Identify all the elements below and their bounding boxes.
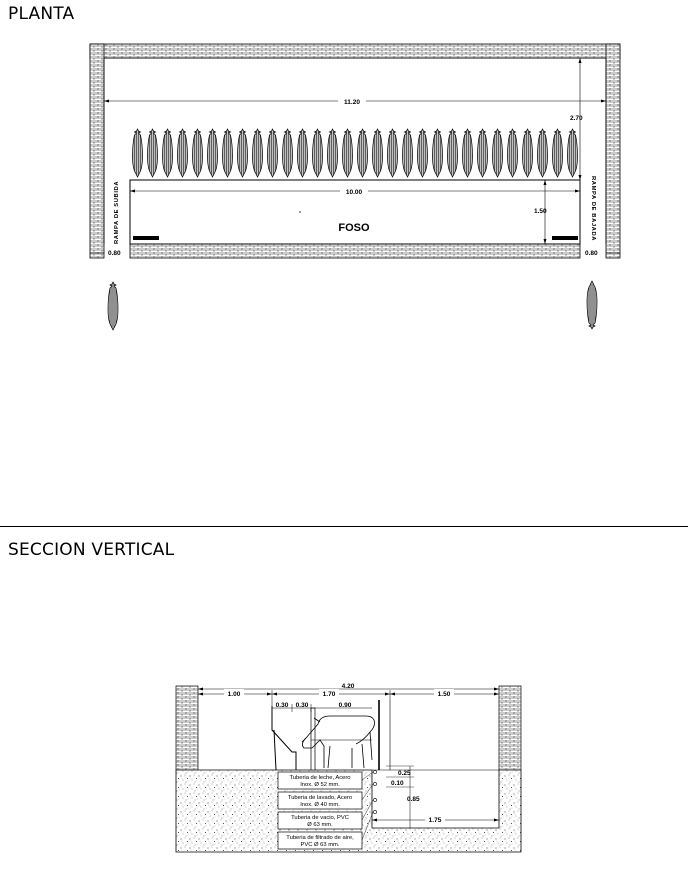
dim-pit-depth-label: 1.50 — [534, 208, 547, 215]
cow-icon — [313, 129, 323, 177]
cow-icon — [268, 129, 278, 177]
dim-total-label: 4.20 — [341, 683, 355, 690]
cow-icon — [493, 129, 503, 177]
cow-icon — [238, 129, 248, 177]
pipe-label-text: Tuberia de filtrado de aire, — [286, 835, 354, 841]
dim-width-total — [104, 96, 606, 106]
cow-icon — [433, 129, 443, 177]
pipe-label — [278, 772, 373, 789]
pipe-label-text: Tuberia de vacio, PVC — [291, 815, 349, 821]
cow-icon — [358, 129, 368, 177]
section-wall-left — [176, 686, 198, 770]
section-divider — [0, 526, 688, 527]
cow-icon — [553, 129, 563, 177]
seccion-title: SECCION VERTICAL — [8, 540, 175, 560]
dim-sub-chain — [272, 702, 372, 712]
pipe-label-text: PVC Ø 63 mm. — [300, 842, 340, 848]
cow-icon — [208, 129, 218, 177]
post-left — [311, 708, 315, 770]
dim-width-total-label: 11.20 — [344, 99, 360, 106]
wall-top — [90, 44, 620, 58]
cow-icon — [283, 129, 293, 177]
pipe-label-text: Inox. Ø 52 mm. — [300, 782, 340, 788]
cow-icon — [343, 129, 353, 177]
dim-depth-label: 2.70 — [570, 115, 583, 122]
dim-left-label: 1.00 — [227, 691, 241, 698]
cow-icon — [178, 129, 188, 177]
dim-pit-depth — [534, 180, 547, 244]
dim-d1-label: 0.30 — [275, 702, 289, 709]
pipe-label-text: Inox. Ø 40 mm. — [300, 802, 340, 808]
cow-entering-icon — [108, 282, 118, 330]
ramp-left-label: RAMPA DE SUBIDA — [114, 180, 120, 244]
cow-icon — [373, 129, 383, 177]
dim-wall-left: 0.80 — [108, 250, 121, 257]
cow-icon — [133, 129, 143, 177]
dim-d5-label: 0.10 — [391, 780, 404, 787]
cow-icon — [253, 129, 263, 177]
cow-icon — [478, 129, 488, 177]
cow-exiting-icon — [587, 281, 597, 329]
cow-icon — [463, 129, 473, 177]
cow-icon — [448, 129, 458, 177]
cow-icon — [508, 129, 518, 177]
planta-title: PLANTA — [8, 4, 75, 24]
cow-icon — [403, 129, 413, 177]
plan-drawing — [0, 0, 688, 340]
cow-icon — [538, 129, 548, 177]
dim-vertical — [372, 766, 499, 828]
pipe-label-text: Tuberia de lavado, Acero — [287, 795, 353, 801]
dim-pit-width-label: 10.00 — [345, 189, 363, 196]
wall-bottom — [130, 244, 580, 258]
dim-d4-label: 0.25 — [398, 770, 411, 777]
ramp-left-marker — [133, 236, 159, 240]
dim-d3-label: 0.90 — [338, 702, 352, 709]
dim-pit-width — [130, 186, 580, 196]
wall-left — [90, 44, 104, 258]
cow-icon — [148, 129, 158, 177]
cow-icon — [223, 129, 233, 177]
cow-icon — [193, 129, 203, 177]
cow-icon — [163, 129, 173, 177]
cow-icon — [388, 129, 398, 177]
cow-icon — [568, 129, 578, 177]
dim-d2-label: 0.30 — [295, 702, 309, 709]
dim-wall-right: 0.80 — [585, 250, 598, 257]
cow-icon — [298, 129, 308, 177]
pipe-label-text: Ø 63 mm. — [307, 822, 333, 828]
ramp-right-label: RAMPA DE BAJADA — [590, 176, 596, 242]
ramp-right-marker — [552, 236, 578, 240]
dim-middle-label: 1.70 — [322, 691, 336, 698]
cow-icon — [328, 129, 338, 177]
wall-right — [606, 44, 620, 258]
section-wall-right — [499, 686, 521, 770]
foso-label: FOSO — [338, 222, 370, 234]
dim-d7-label: 1.75 — [428, 817, 442, 824]
pipe-label-text: Tuberia de leche, Acero — [289, 775, 351, 781]
section-drawing — [0, 660, 688, 860]
cow-row — [133, 129, 578, 177]
cow-icon — [418, 129, 428, 177]
dim-right-label: 1.50 — [437, 691, 451, 698]
cow-icon — [523, 129, 533, 177]
dim-d6-label: 0.85 — [407, 796, 420, 803]
